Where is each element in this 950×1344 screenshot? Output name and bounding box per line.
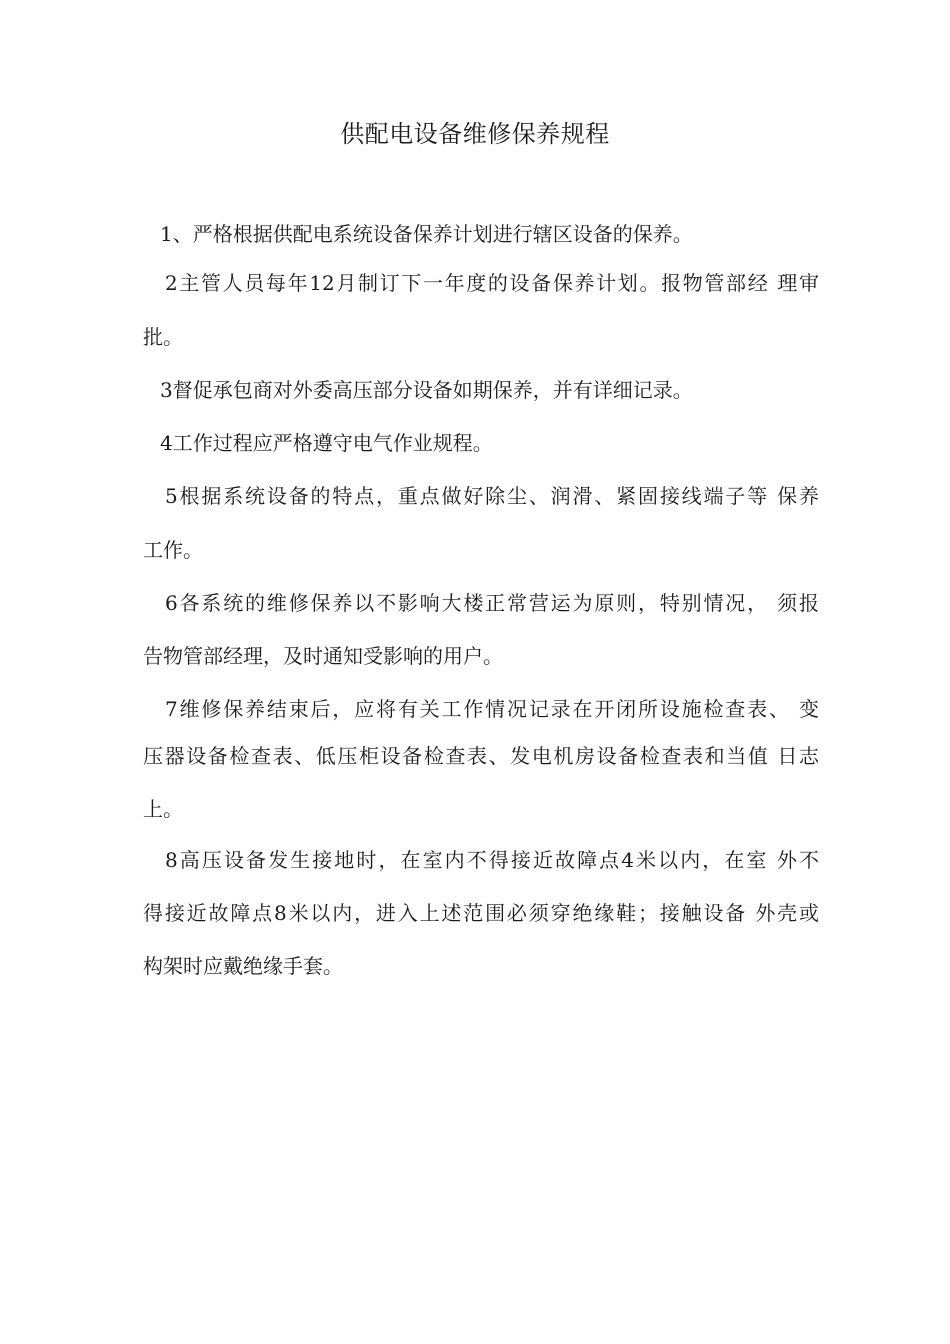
paragraph-7-line-3: 上。 bbox=[143, 797, 183, 821]
paragraph-8-line-3: 构架时应戴绝缘手套。 bbox=[143, 954, 343, 978]
paragraph-6-line-1: 6各系统的维修保养以不影响大楼正常营运为原则，特别情况， 须报 bbox=[165, 591, 819, 615]
paragraph-7-line-1: 7维修保养结束后，应将有关工作情况记录在开闭所设施检查表、 变 bbox=[165, 697, 819, 721]
paragraph-7-line-2: 压器设备检查表、低压柜设备检查表、发电机房设备检查表和当值 日志 bbox=[143, 744, 819, 768]
paragraph-4-line-1: 4工作过程应严格遵守电气作业规程。 bbox=[160, 431, 493, 455]
paragraph-6-line-2: 告物管部经理，及时通知受影响的用户。 bbox=[143, 644, 503, 668]
document-title: 供配电设备维修保养规程 bbox=[340, 120, 610, 148]
paragraph-1-line-1: 1、严格根据供配电系统设备保养计划进行辖区设备的保养。 bbox=[160, 222, 693, 246]
paragraph-8-line-1: 8高压设备发生接地时，在室内不得接近故障点4米以内，在室 外不 bbox=[165, 848, 819, 872]
paragraph-2-line-2: 批。 bbox=[143, 325, 183, 349]
paragraph-8-line-2: 得接近故障点8米以内，进入上述范围必须穿绝缘鞋；接触设备 外壳或 bbox=[143, 901, 819, 925]
paragraph-3-line-1: 3督促承包商对外委高压部分设备如期保养，并有详细记录。 bbox=[160, 378, 693, 402]
paragraph-2-line-1: 2主管人员每年12月制订下一年度的设备保养计划。报物管部经 理审 bbox=[165, 271, 819, 295]
paragraph-5-line-2: 工作。 bbox=[143, 538, 203, 562]
paragraph-5-line-1: 5根据系统设备的特点，重点做好除尘、润滑、紧固接线端子等 保养 bbox=[165, 484, 819, 508]
